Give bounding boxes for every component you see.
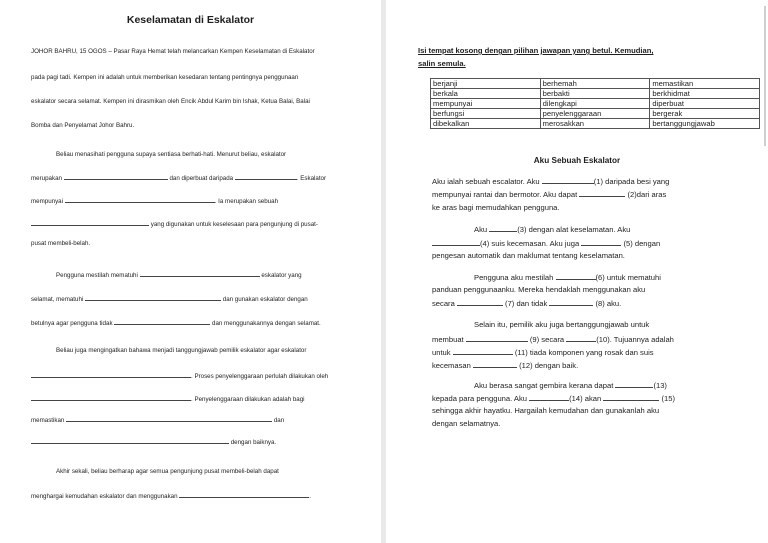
news-line: JOHOR BAHRU, 15 OGOS – Pasar Raya Hemat telah melancarkan Kempen Keselamatan di Eskalator [31, 48, 315, 55]
blank-line[interactable] [432, 238, 480, 246]
news-line [31, 415, 284, 425]
news-line: pusat membeli-belah. [31, 240, 91, 247]
news-line: Beliau juga mengingatkan bahawa menjadi tanggungjawab pemilik eskalator agar eskalator [56, 347, 307, 354]
text: (12) dengan baik. [519, 361, 579, 370]
text: Aku ialah sebuah escalator. Aku [432, 177, 540, 186]
text: (3) dengan alat keselamatan. Aku [517, 225, 631, 234]
text: Pengguna mestilah mematuhi [56, 272, 138, 279]
text: (2)dari aras [627, 190, 667, 199]
news-line [31, 491, 311, 501]
word-table-row [431, 119, 760, 129]
news-line [31, 394, 305, 404]
story-line [474, 224, 630, 236]
text: (8) aku. [595, 299, 622, 308]
blank-line[interactable] [581, 238, 621, 246]
text: (5) dengan [623, 239, 661, 248]
news-line [31, 196, 278, 206]
story-line [432, 189, 666, 201]
text: untuk [432, 348, 451, 357]
blank-line[interactable] [473, 360, 517, 368]
blank-line[interactable] [65, 196, 215, 203]
word-option: merosakkan [540, 119, 650, 129]
left-title: Keselamatan di Eskalator [126, 14, 255, 26]
blank-line[interactable] [179, 491, 312, 500]
news-line: Beliau menasihati pengguna supaya sentiasa berhati-hati. Menurut beliau, eskalator [56, 151, 287, 158]
blank-line[interactable] [85, 294, 221, 301]
story-line: panduan penggunaanku. Mereka hendaklah menggunakan aku [432, 285, 646, 294]
word-option: bertanggungjawab [650, 119, 760, 129]
word-option: berjanji [431, 79, 541, 89]
word-option: dilengkapi [540, 99, 650, 109]
text: merupakan [31, 175, 62, 182]
word-option: penyelenggaraan [540, 109, 650, 119]
story-line: pengesan automatik dan maklumat tentang keselamatan. [432, 251, 625, 260]
word-option: berhemah [540, 79, 650, 89]
blank-line[interactable] [66, 415, 272, 422]
text: (4) suis kecemasan. Aku juga [480, 239, 580, 248]
blank-line[interactable] [556, 272, 596, 280]
text: . Proses penyelenggaraan perlulah dilakukan oleh [191, 373, 329, 380]
word-option: berkhidmat [650, 89, 760, 99]
word-option: dibekalkan [431, 119, 541, 129]
text: kepada para pengguna. Aku [432, 394, 528, 403]
text: (9) secara [529, 335, 565, 344]
news-line: pada pagi tadi. Kempen ini adalah untuk memberikan kesedaran tentang pentingnya penggunaan [31, 74, 299, 81]
blank-line[interactable] [603, 393, 659, 401]
instruction-line: salin semula. [418, 59, 466, 68]
story-line [432, 298, 621, 310]
story-line: dengan selamatnya. [432, 419, 501, 428]
story-line [474, 272, 661, 284]
text: selamat, mematuhi [31, 296, 84, 303]
text: Pengguna aku mestilah [474, 273, 554, 282]
text: Aku [474, 225, 488, 234]
text: (11) tiada komponen yang rosak dan suis [514, 348, 654, 357]
text: (1) daripada besi yang [593, 177, 670, 186]
text: yang digunakan untuk keselesaan para pengunjung di pusat- [150, 221, 318, 228]
text: (6) untuk mematuhi [595, 273, 661, 282]
blank-line[interactable] [457, 298, 503, 306]
story-line [432, 347, 654, 359]
word-option: mempunyai [431, 99, 541, 109]
blank-line[interactable] [31, 437, 229, 444]
story-line [474, 380, 667, 392]
text: (10). Tujuannya adalah [596, 335, 674, 344]
text: . [309, 493, 312, 500]
text: kecemasan [432, 361, 471, 370]
text: betulnya agar pengguna tidak [31, 320, 113, 327]
text: eskalator yang [261, 272, 302, 279]
story-line: ke aras bagi memudahkan pengguna. [432, 203, 560, 212]
story-line [432, 393, 675, 405]
text: dan [273, 417, 285, 424]
story-title: Aku Sebuah Eskalator [533, 156, 621, 165]
word-option: bergerak [650, 109, 760, 119]
story-line [432, 360, 578, 372]
news-line: eskalator secara selamat. Kempen ini dirasmikan oleh Encik Abdul Karim bin Ishak, Ketua Balai, Balai [31, 98, 310, 105]
story-line [432, 334, 674, 346]
news-line: Bomba dan Penyelamat Johor Bahru. [31, 122, 135, 129]
news-line [31, 437, 276, 447]
word-table-row [431, 89, 760, 99]
news-line [31, 173, 326, 183]
word-option: berfungsi [431, 109, 541, 119]
scrollbar[interactable] [764, 6, 766, 146]
word-option: berbakti [540, 89, 650, 99]
blank-line[interactable] [453, 347, 513, 355]
text: mempunyai rantai dan bermotor. Aku dapat [432, 190, 578, 199]
news-line: Akhir sekali, beliau berharap agar semua pengunjung pusat membeli-belah dapat [56, 468, 279, 475]
blank-line[interactable] [114, 318, 210, 325]
word-option: memastikan [650, 79, 760, 89]
news-line [31, 294, 308, 304]
text: dan menggunakannya dengan selamat. [212, 320, 321, 327]
instruction-line: Isi tempat kosong dengan pilihan jawapan yang betul. Kemudian, [418, 46, 654, 55]
news-line [31, 371, 328, 381]
blank-line[interactable] [542, 176, 594, 184]
blank-line[interactable] [31, 394, 191, 401]
story-line [432, 238, 660, 250]
story-line [432, 176, 669, 188]
text: memastikan [31, 417, 65, 424]
blank-line[interactable] [615, 380, 653, 388]
news-line [56, 270, 302, 280]
text: dan gunakan eskalator dengan [222, 296, 308, 303]
story-line: sehingga akhir hayatku. Hargailah kemudahan dan gunakanlah aku [432, 406, 660, 415]
text: Aku berasa sangat gembira kerana dapat [474, 381, 614, 390]
text: secara [432, 299, 455, 308]
blank-line[interactable] [31, 371, 191, 378]
text: (14) akan [569, 394, 602, 403]
word-table-row [431, 99, 760, 109]
news-line [31, 219, 318, 229]
instruction [418, 44, 653, 70]
blank-line[interactable] [235, 173, 297, 180]
text: . Eskalator [296, 175, 327, 182]
text: membuat [432, 335, 464, 344]
blank-line[interactable] [140, 270, 260, 277]
blank-line[interactable] [529, 393, 569, 401]
word-table-row [431, 109, 760, 119]
blank-line[interactable] [31, 219, 149, 226]
news-line [31, 318, 321, 328]
text: mempunyai [31, 198, 63, 205]
text: dan diperbuat daripada [169, 175, 234, 182]
blank-line[interactable] [466, 334, 528, 342]
story-line: Selain itu, pemilik aku juga bertanggungjawab untuk [474, 320, 650, 329]
text: (15) [661, 394, 675, 403]
text: . Ia merupakan sebuah [214, 198, 279, 205]
text: (7) dan tidak [505, 299, 548, 308]
blank-line[interactable] [566, 334, 596, 342]
text: (13) [653, 381, 667, 390]
word-choice-table [430, 78, 760, 129]
word-option: berkala [431, 89, 541, 99]
blank-line[interactable] [579, 189, 625, 197]
blank-line[interactable] [549, 298, 593, 306]
text: dengan baiknya. [230, 439, 277, 446]
blank-line[interactable] [64, 173, 168, 180]
word-option: diperbuat [650, 99, 760, 109]
text: . Penyelenggaraan dilakukan adalah bagi [191, 396, 305, 403]
blank-line[interactable] [489, 224, 517, 232]
word-table-row [431, 79, 760, 89]
text: menghargai kemudahan eskalator dan menggunakan [31, 493, 178, 500]
